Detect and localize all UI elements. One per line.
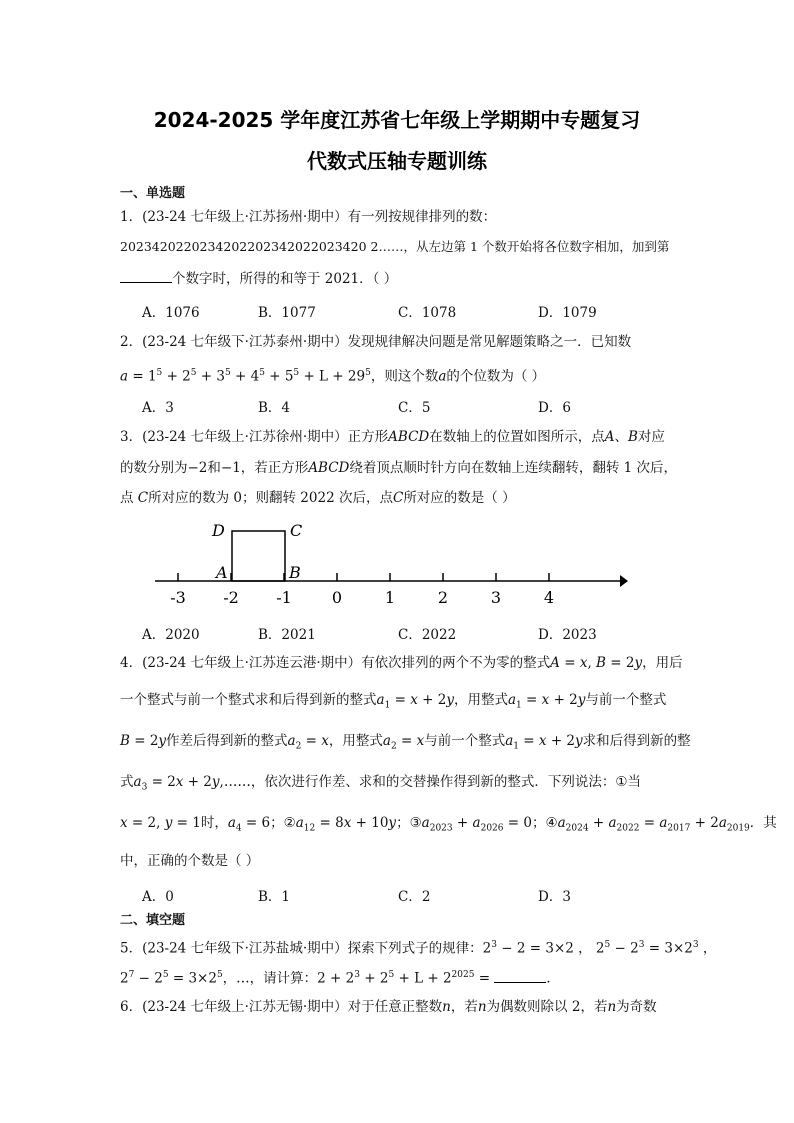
axis-tick-label: 1 xyxy=(384,588,396,607)
axis-tick-label: -2 xyxy=(223,588,239,607)
q4-line1-a: 4．(23-24 七年级上·江苏连云港·期中）有依次排列的两个不为零的整式 xyxy=(120,655,551,671)
q6-line1-d: 为奇数 xyxy=(616,999,657,1015)
document-title: 2024-2025 学年度江苏省七年级上学期期中专题复习 xyxy=(153,108,641,132)
axis-tick-label: -3 xyxy=(170,588,186,607)
q2-line1: 2．(23-24 七年级下·江苏泰州·期中）发现规律解决问题是常见解题策略之一．已知数 xyxy=(120,334,632,350)
axis-tick-label: -1 xyxy=(276,588,292,607)
axis-tick-label: 0 xyxy=(331,588,343,607)
axis-tick-label: 2 xyxy=(437,588,449,607)
q3-line1-a: 3．(23-24 七年级上·江苏徐州·期中）正方形 xyxy=(120,429,389,445)
answer-blank[interactable] xyxy=(494,968,546,983)
q4-line3-mid3: 与前一个整式 xyxy=(424,733,506,749)
q3-line2-a: 的数分别为−2和−1，若正方形 xyxy=(120,460,309,476)
q2-option-b[interactable]: B．4 xyxy=(258,400,291,416)
q3-option-a[interactable]: A．2020 xyxy=(142,627,200,643)
q1-option-d[interactable]: D．1079 xyxy=(538,305,597,321)
axis-arrow xyxy=(620,575,628,587)
axis-tick-label: 3 xyxy=(490,588,502,607)
q5-line2-end: ． xyxy=(546,970,560,987)
document-subtitle: 代数式压轴专题训练 xyxy=(307,149,487,173)
q3-line2-b: 绕着顶点顺时针方向在数轴上连续翻转，翻转 1 次后， xyxy=(349,460,678,476)
q3-option-b[interactable]: B．2021 xyxy=(258,627,316,643)
q3-line3-a: 所对应的数为 0；则翻转 2022 次后，点 xyxy=(148,490,393,506)
q2-line2: $a = 1^5 + 2^5 + 3^5 + 4^5 + 5^5 + L + 29^5$，则这个数a的个位数为（ ） xyxy=(120,368,546,385)
q6-line1-b: ，若 xyxy=(450,999,478,1015)
label-b: B xyxy=(289,563,301,582)
q4-line2-mid: ，用整式 xyxy=(453,692,508,708)
q4-line4-a: 式 xyxy=(120,774,134,790)
q4-line4: 式$a_3 = 2x$ + 2y,……，依次进行作差、求和的交替操作得到新的整式．下列说法：①当 xyxy=(120,774,641,793)
q4-option-b[interactable]: B．1 xyxy=(258,889,291,905)
label-c: C xyxy=(290,521,303,540)
q4-line3: B = 2y作差后得到新的整式$a_2 = x$，用整式$a_2 = x$与前一个整式$a_1 = x + 2y$求和后得到新的整 xyxy=(120,733,691,752)
answer-blank[interactable] xyxy=(120,268,172,283)
q2-line2-end: 的个位数为（ ） xyxy=(446,368,546,385)
q4-line2-a: 一个整式与前一个整式求和后得到新的整式 xyxy=(120,692,377,708)
q3-option-c[interactable]: C．2022 xyxy=(398,627,457,643)
q6-line1: 6．(23-24 七年级上·江苏无锡·期中）对于任意正整数n，若n为偶数则除以 2，若n为奇数 xyxy=(120,999,657,1015)
q4-line1-end: ，用后 xyxy=(642,655,683,671)
q3-line2: 的数分别为−2和−1，若正方形ABCD绕着顶点顺时针方向在数轴上连续翻转，翻转 1 次后， xyxy=(120,460,678,476)
q4-line3-end: 求和后得到新的整 xyxy=(582,733,691,749)
q4-line3-mid2: ，用整式 xyxy=(328,733,383,749)
q4-line4-end: ……，依次进行作差、求和的交替操作得到新的整式．下列说法： xyxy=(223,774,616,790)
q4-option-a[interactable]: A．0 xyxy=(142,889,174,905)
q4-line2-end: 与前一个整式 xyxy=(585,692,667,708)
q6-line1-c: 为偶数则除以 2，若 xyxy=(486,999,608,1015)
q5-line2: $2^7 - 2^5 = 3\times 2^5$，…，请计算：$2 + 2^3 + 2^5 + L + 2^{2025}$ = ． xyxy=(120,966,560,988)
q4-line1: 4．(23-24 七年级上·江苏连云港·期中）有依次排列的两个不为零的整式A = x, B = 2y，用后 xyxy=(120,655,683,671)
q4-line5-a: 时， xyxy=(200,815,228,831)
square-abcd xyxy=(232,531,285,581)
axis-tick-label: 4 xyxy=(543,588,555,607)
q1-line1: 1．(23-24 七年级上·江苏扬州·期中）有一列按规律排列的数： xyxy=(120,209,497,225)
q2-option-d[interactable]: D．6 xyxy=(538,400,571,416)
q5-line1: 5．(23-24 七年级下·江苏盐城·期中）探索下列式子的规律：$2^3 - 2 = 3\times 2$ ， $2^5 - 2^3 = 3\times 2^3$ ， xyxy=(120,940,717,957)
q3-line3-b: 所对应的数是（ ） xyxy=(403,490,516,506)
q1-line3 xyxy=(120,268,397,288)
label-a: A xyxy=(216,563,228,582)
q6-line1-a: 6．(23-24 七年级上·江苏无锡·期中）对于任意正整数 xyxy=(120,999,443,1015)
q2-option-c[interactable]: C．5 xyxy=(398,400,431,416)
q3-option-d[interactable]: D．2023 xyxy=(538,627,597,643)
q3-line1-b: 在数轴上的位置如图所示，点 xyxy=(429,429,605,445)
q4-line5: x = 2, y = 1时，$a_4 = 6$；$②a_{12} = 8x + 10y$；$③a_{2023} + a_{2026} = 0$；$④a_{2024} + a_{2022} = a_{2017} + 2a_{2019}$．其 xyxy=(120,815,777,834)
q3-line1: 3．(23-24 七年级上·江苏徐州·期中）正方形ABCD在数轴上的位置如图所示，点A、B对应 xyxy=(120,429,665,445)
q4-line3-mid: 作差后得到新的整式 xyxy=(166,733,288,749)
q5-line2-mid: ，…，请计算： xyxy=(222,970,318,987)
q5-line1-a: 5．(23-24 七年级下·江苏盐城·期中）探索下列式子的规律： xyxy=(120,940,483,957)
number-line-figure xyxy=(150,515,630,610)
q3-line1-c: 对应 xyxy=(637,429,665,445)
q1-option-b[interactable]: B．1077 xyxy=(258,305,316,321)
q4-line2: 一个整式与前一个整式求和后得到新的整式$a_1 = x + 2y$，用整式$a_1 = x + 2y$与前一个整式 xyxy=(120,692,667,711)
q3-line3: 点 C所对应的数为 0；则翻转 2022 次后，点C所对应的数是（ ） xyxy=(120,490,516,506)
q4-line4-tail: 当 xyxy=(627,774,641,790)
q1-option-a[interactable]: A．1076 xyxy=(142,305,200,321)
section-fill-blank: 二、填空题 xyxy=(120,913,186,928)
q1-option-c[interactable]: C．1078 xyxy=(398,305,457,321)
section-single-choice: 一、单选题 xyxy=(120,186,186,201)
q4-line6: 中，正确的个数是（ ） xyxy=(120,853,260,869)
q1-line2: 2023420220234202202342022023420 2……，从左边第 1 个数开始将各位数字相加，加到第 xyxy=(120,239,670,254)
q4-option-d[interactable]: D．3 xyxy=(538,889,571,905)
q1-line3-text: 个数字时，所得的和等于 2021．（ ） xyxy=(172,271,398,287)
q2-line2-suffix: ，则这个数 xyxy=(370,368,439,385)
q4-option-c[interactable]: C．2 xyxy=(398,889,431,905)
label-d: D xyxy=(212,521,225,540)
q2-option-a[interactable]: A．3 xyxy=(142,400,174,416)
